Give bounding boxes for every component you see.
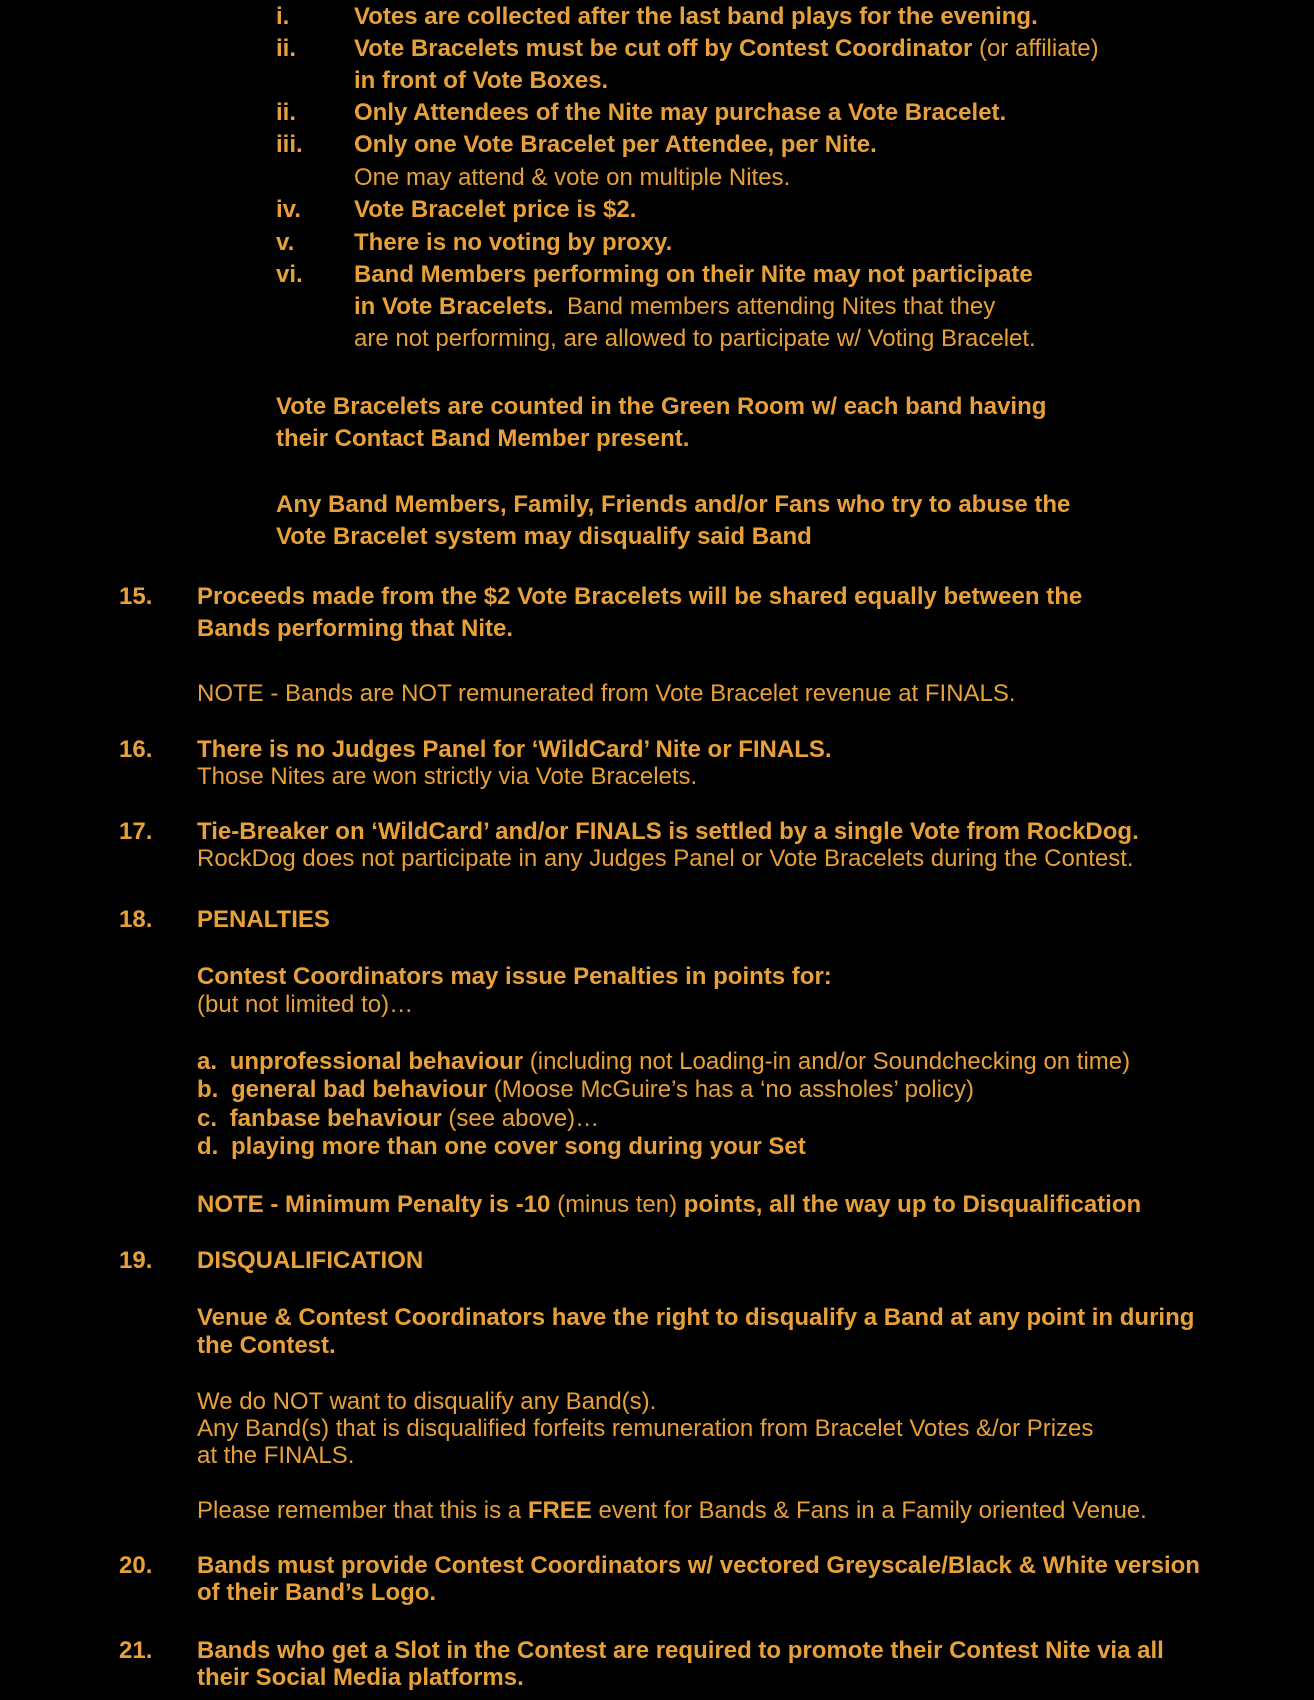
free-event-bold: FREE: [527, 1497, 592, 1524]
penalty-b-detail: (Moose McGuire’s has a ‘no assholes’ policy): [487, 1076, 974, 1103]
vote-rule-line: [354, 130, 877, 160]
vote-rule-text: Votes are collected after the last band plays for the evening.: [354, 3, 1038, 30]
item-16-number: 16.: [119, 736, 153, 763]
disqualification-p1-line1: We do NOT want to disqualify any Band(s).: [197, 1388, 657, 1415]
item-16-line1: There is no Judges Panel for ‘WildCard’ Nite or FINALS.: [197, 736, 832, 763]
vote-rule-text: Only one Vote Bracelet per Attendee, per Nite.: [354, 131, 877, 158]
item-18-number: 18.: [119, 906, 153, 933]
item-17-line2: RockDog does not participate in any Judges Panel or Vote Bracelets during the Contest.: [197, 845, 1134, 872]
item-15-number: 15.: [119, 583, 153, 610]
penalty-a-bold: unprofessional behaviour: [229, 1048, 524, 1075]
penalty-d-bold: playing more than one cover song during your Set: [231, 1133, 806, 1160]
vote-rule-number: ii.: [276, 99, 297, 126]
vote-rule-line: [354, 260, 1033, 290]
penalty-b-letter: b.: [197, 1076, 219, 1103]
vote-rule-line: [354, 98, 1006, 128]
item-20-number: 20.: [119, 1552, 153, 1579]
vote-rule-text: in front of Vote Boxes.: [354, 67, 609, 94]
vote-rule-number: i.: [276, 3, 290, 30]
vote-rule-text: There is no voting by proxy.: [354, 229, 673, 256]
vote-rule-number: vi.: [276, 261, 303, 288]
item-21-line2: their Social Media platforms.: [197, 1664, 524, 1691]
vote-abuse-note-line2: Vote Bracelet system may disqualify said Band: [276, 523, 812, 550]
vote-rule-line: [354, 324, 1036, 354]
vote-rule-text: in Vote Bracelets.: [354, 293, 554, 320]
penalty-a: [197, 1047, 1130, 1077]
penalty-b-bold: general bad behaviour: [231, 1076, 488, 1103]
item-15-note: NOTE - Bands are NOT remunerated from Vote Bracelet revenue at FINALS.: [197, 680, 1016, 707]
vote-rule-text: Band members attending Nites that they: [553, 293, 996, 320]
vote-rule-number: iv.: [276, 196, 301, 223]
vote-rule-text: Band Members performing on their Nite may not participate: [354, 261, 1033, 288]
vote-rule-text: (or affiliate): [972, 35, 1099, 62]
vote-rule-text: Vote Bracelets must be cut off by Contest Coordinator: [354, 35, 973, 62]
penalty-d-letter: d.: [197, 1133, 219, 1160]
penalty-note-bold1: NOTE - Minimum Penalty is -10: [197, 1191, 551, 1218]
disqualification-right-line1: Venue & Contest Coordinators have the right to disqualify a Band at any point in during: [197, 1304, 1195, 1331]
vote-rule-line: [354, 228, 672, 258]
vote-rule-number: v.: [276, 229, 295, 256]
vote-rule-number: ii.: [276, 35, 297, 62]
vote-abuse-note-line1: Any Band Members, Family, Friends and/or Fans who try to abuse the: [276, 491, 1071, 518]
penalty-c: [197, 1104, 599, 1134]
free-event-note: [197, 1496, 1147, 1526]
vote-rule-line: [354, 2, 1038, 32]
penalties-intro-bold: Contest Coordinators may issue Penalties in points for:: [197, 963, 832, 990]
vote-rule-line: [354, 195, 636, 225]
penalty-a-detail: (including not Loading-in and/or Soundchecking on time): [523, 1048, 1131, 1075]
penalty-b: [197, 1075, 974, 1105]
penalties-heading: PENALTIES: [197, 906, 330, 933]
item-20-line1: Bands must provide Contest Coordinators w/ vectored Greyscale/Black & White version: [197, 1552, 1200, 1579]
disqualification-right-line2: the Contest.: [197, 1332, 336, 1359]
penalty-c-bold: fanbase behaviour: [229, 1105, 442, 1132]
vote-rule-text: Vote Bracelet price is $2.: [354, 196, 637, 223]
item-20-line2: of their Band’s Logo.: [197, 1579, 437, 1606]
item-21-number: 21.: [119, 1637, 153, 1664]
disqualification-p1-line2: Any Band(s) that is disqualified forfeits remuneration from Bracelet Votes &/or Prizes: [197, 1415, 1094, 1442]
item-17-line1: Tie-Breaker on ‘WildCard’ and/or FINALS is settled by a single Vote from RockDog.: [197, 818, 1139, 845]
penalty-note: [197, 1190, 1141, 1220]
item-17-number: 17.: [119, 818, 153, 845]
vote-rule-number: iii.: [276, 131, 303, 158]
vote-rule-line: [354, 163, 790, 193]
vote-count-note-line1: Vote Bracelets are counted in the Green Room w/ each band having: [276, 393, 1047, 420]
disqualification-heading: DISQUALIFICATION: [197, 1247, 424, 1274]
disqualification-p1-line3: at the FINALS.: [197, 1442, 355, 1469]
penalty-c-letter: c.: [197, 1105, 218, 1132]
penalty-a-letter: a.: [197, 1048, 218, 1075]
free-event-pre: Please remember that this is a: [197, 1497, 528, 1524]
vote-rule-line: [354, 66, 608, 96]
item-16-line2: Those Nites are won strictly via Vote Bracelets.: [197, 763, 698, 790]
vote-rule-text: are not performing, are allowed to participate w/ Voting Bracelet.: [354, 325, 1036, 352]
vote-rule-text: Only Attendees of the Nite may purchase a Vote Bracelet.: [354, 99, 1007, 126]
penalty-note-bold2: points, all the way up to Disqualification: [683, 1191, 1142, 1218]
penalty-d: [197, 1132, 806, 1162]
vote-rule-text: One may attend & vote on multiple Nites.: [354, 164, 791, 191]
vote-rule-line: [354, 292, 995, 322]
item-21-line1: Bands who get a Slot in the Contest are required to promote their Contest Nite via all: [197, 1637, 1164, 1664]
penalty-note-normal: (minus ten): [550, 1191, 684, 1218]
vote-count-note-line2: their Contact Band Member present.: [276, 425, 690, 452]
penalty-c-detail: (see above)…: [441, 1105, 600, 1132]
vote-rule-line: [354, 34, 1099, 64]
free-event-post: event for Bands & Fans in a Family oriented Venue.: [591, 1497, 1147, 1524]
item-15-line1: Proceeds made from the $2 Vote Bracelets will be shared equally between the: [197, 583, 1083, 610]
item-15-line2: Bands performing that Nite.: [197, 615, 514, 642]
penalties-intro-normal: (but not limited to)…: [197, 991, 414, 1018]
item-19-number: 19.: [119, 1247, 153, 1274]
